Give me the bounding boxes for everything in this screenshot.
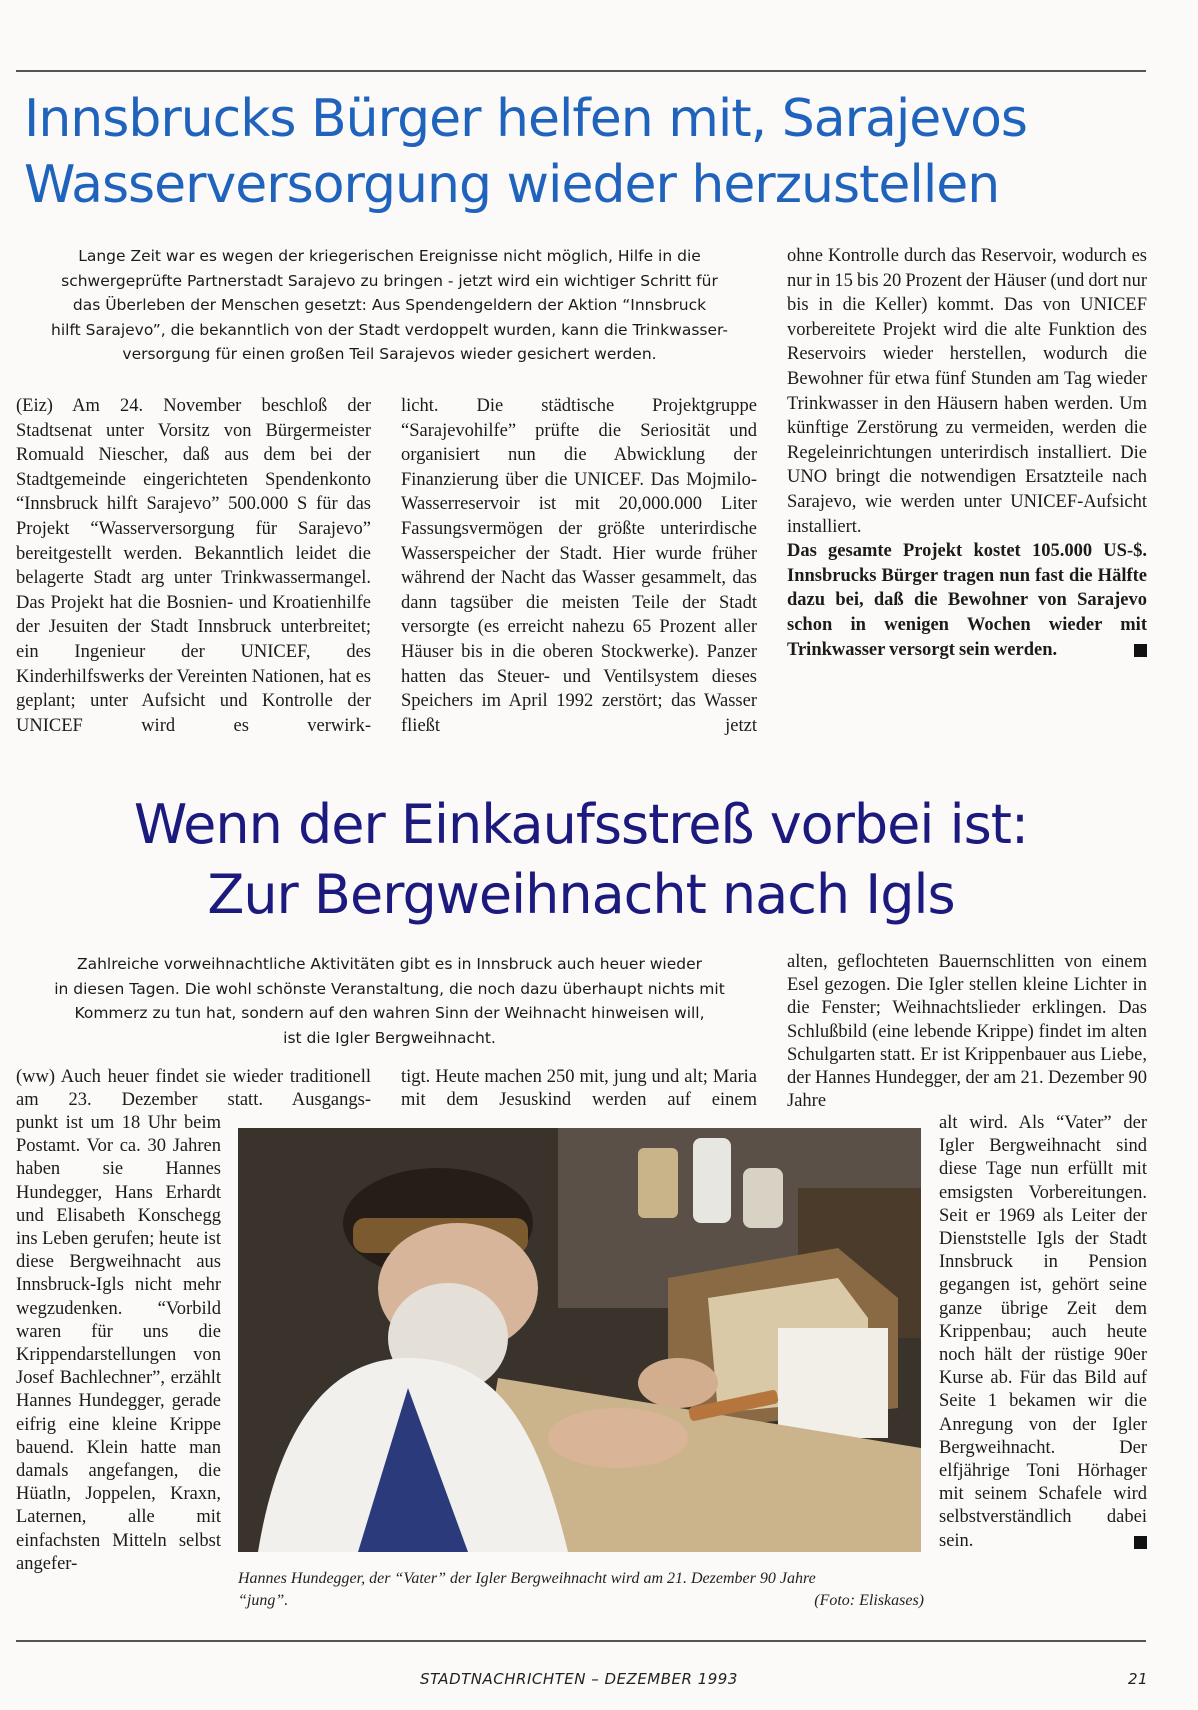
article2-lead	[12, 952, 767, 1050]
article1-lead-line-1: Lange Zeit war es wegen der kriegerischen Ereignisse nicht möglich, Hilfe in die	[78, 247, 701, 265]
article2-headline-line-2: Zur Bergweihnacht nach Igls	[207, 863, 955, 926]
photo-caption	[238, 1568, 924, 1612]
article1-lead	[12, 244, 767, 367]
bottom-rule	[16, 1640, 1146, 1642]
end-of-article-mark	[1134, 1536, 1147, 1549]
article2-column-3-narrow-text: alt wird. Als “Vater” der Igler Bergweihnacht sind diese Tage nun erfüllt mit emsigsten Vorbereitungen. Seit er 1969 als Leiter der Dienststelle Igls der Stadt Innsbruck in Pension gegangen ist, gehört seine ganze übrige Zeit dem Krippenbau; auch heute noch hält der rüstige 90er Kurse ab. Für das Bild auf Seite 1 bekamen wir die Anregung von der Igler Bergweihnacht. Der elfjährige Toni Hörhager mit seinem Schafele wird selbstverständlich dabei sein.	[939, 1113, 1147, 1551]
photo-caption-end: “jung”.	[238, 1592, 289, 1609]
article2-lead-line-3: Kommerz zu tun hat, sondern auf den wahren Sinn der Weihnacht hinweisen will,	[74, 1004, 705, 1022]
article1-headline-line-2: Wasserversorgung wieder herzustellen	[24, 155, 1000, 215]
article1-summary-text: Das gesamte Projekt kostet 105.000 US-$. Innsbrucks Bürger tragen nun fast die Hälfte dazu bei, daß die Bewohner von Sarajevo schon in wenigen Wochen wieder mit Trinkwasser versorgt sein werden.	[787, 541, 1147, 660]
article1-column-1: (Eiz) Am 24. November beschloß der Stadtsenat unter Vorsitz von Bürgermeister Romuald Niescher, daß aus dem bei der Stadtgemeinde eingerichteten Spendenkonto “Innsbruck hilft Sarajevo” 500.000 S für das Projekt “Wasserversorgung für Sarajevo” bereitgestellt werden. Bekanntlich leidet die belagerte Stadt arg unter Trinkwassermangel. Das Projekt hat die Bosnien- und Kroatienhilfe der Jesuiten der Stadt Innsbruck unterbreitet; ein Ingenieur der UNICEF, des Kinderhilfswerks der Vereinten Nationen, hat es geplant; unter Aufsicht und Kontrolle der UNICEF wird es verwirk-	[16, 396, 371, 736]
article2-column-3-top: alten, geflochteten Bauernschlitten von einem Esel gezogen. Die Igler stellen kleine Lichter in die Fenster; Weihnachtslieder erklingen. Das Schlußbild (eine lebende Krippe) findet im alten Schulgarten statt. Er ist Krippenbauer aus Liebe, der Hannes Hundegger, der am 21. Dezember 90 Jahre	[787, 952, 1147, 1112]
article1-lead-line-2: schwergeprüfte Partnerstadt Sarajevo zu bringen - jetzt wird ein wichtiger Schritt für	[61, 271, 718, 290]
page-number: 21	[1128, 1670, 1149, 1688]
article2-lead-line-2: in diesen Tagen. Die wohl schönste Veranstaltung, die noch dazu überhaupt nichts mit	[54, 979, 725, 998]
photo-credit: (Foto: Eliskases)	[814, 1592, 924, 1609]
top-rule	[16, 70, 1146, 72]
article2-column-1-top: (ww) Auch heuer findet sie wieder traditionell am 23. Dezember statt. Ausgangs-	[16, 1067, 371, 1111]
article1-lead-line-3: das Überleben der Menschen gesetzt: Aus Spendengeldern der Aktion “Innsbruck	[72, 296, 707, 314]
article2-lead-line-4: ist die Igler Bergweihnacht.	[283, 1028, 496, 1047]
article2-column-3-narrow	[939, 1112, 1147, 1553]
article2-column-1-narrow: punkt ist um 18 Uhr beim Postamt. Vor ca. 30 Jahren haben sie Hannes Hundegger, Hans Erhardt und Elisabeth Konschegg ins Leben gerufen; heute ist diese Bergweihnacht aus Innsbruck-Igls nicht mehr wegzudenken. “Vorbild waren für uns die Krippendarstellungen von Josef Bachlechner”, erzählt Hannes Hundegger, gerade eifrig eine kleine Krippe bauend. Klein hatte man damals angefangen, die Hüatln, Joppelen, Kraxn, Laternen, alle mit einfachsten Mitteln selbst angefer-	[16, 1113, 221, 1574]
article1-column-3-summary	[787, 539, 1147, 662]
article2-lead-line-1: Zahlreiche vorweihnachtliche Aktivitäten gibt es in Innsbruck auch heuer wieder	[76, 955, 703, 973]
article1-headline-line-1: Innsbrucks Bürger helfen mit, Sarajevos	[24, 89, 1027, 149]
article2-headline-line-1: Wenn der Einkaufsstreß vorbei ist:	[133, 793, 1029, 856]
article1-lead-line-4: hilft Sarajevo”, die bekanntlich von der Stadt verdoppelt wurden, kann die Trinkwasser-	[51, 320, 728, 339]
end-of-article-mark	[1134, 644, 1147, 657]
article2-headline	[16, 790, 1146, 930]
photo-krippenbauer	[238, 1128, 921, 1552]
article1-column-3-text: ohne Kontrolle durch das Reservoir, wodurch es nur in 15 bis 20 Prozent der Häuser (und dort nur bis in die Keller) kommt. Das von UNICEF vorbereitete Projekt wird die alte Funktion des Reservoirs wieder herstellen, wodurch die Bewohner für etwa fünf Stunden am Tag wieder Trinkwasser in den Häusern haben werden. Um künftige Zerstörung zu vermeiden, werden die Regeleinrichtungen unterirdisch installiert. Die UNO bringt die notwendigen Ersatzteile nach Sarajevo, wie werden unter UNICEF-Aufsicht installiert.	[787, 246, 1147, 537]
article1-column-2: licht. Die städtische Projektgruppe “Sarajevohilfe” prüfte die Seriosität und organisiert nun die Abwicklung der Finanzierung über die UNICEF. Das Mojmilo-Wasserreservoir ist mit 20,000.000 Liter Fassungsvermögen der größte unterirdische Wasserspeicher der Stadt. Hier wurde früher während der Nacht das Wasser gesammelt, das dann tagsüber die meisten Teile der Stadt versorgte (es erreicht nahezu 65 Prozent aller Häuser bis in die oberen Stockwerke). Panzer hatten das Steuer- und Ventilsystem dieses Speichers im April 1992 zerstört; das Wasser fließt jetzt	[401, 396, 757, 736]
article1-column-3	[787, 244, 1147, 662]
article2-column-2-top: tigt. Heute machen 250 mit, jung und alt; Maria mit dem Jesuskind werden auf einem	[401, 1067, 757, 1111]
photo-caption-main: Hannes Hundegger, der “Vater” der Igler Bergweihnacht wird am 21. Dezember 90 Jahre	[238, 1570, 816, 1587]
footer-publication: STADTNACHRICHTEN – DEZEMBER 1993	[420, 1670, 738, 1688]
article1-lead-line-5: versorgung für einen großen Teil Sarajevos wieder gesichert werden.	[122, 345, 657, 363]
article1-headline	[24, 86, 1027, 218]
photo-illustration	[238, 1128, 921, 1552]
